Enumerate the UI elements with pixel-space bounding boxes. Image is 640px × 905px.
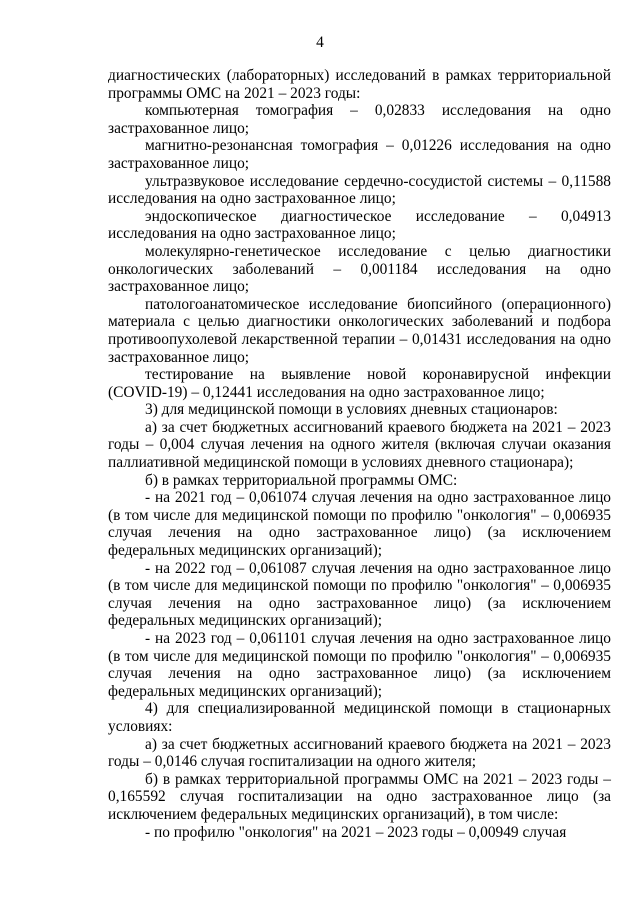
document-body — [108, 67, 611, 841]
paragraph-pathology: патологоанатомическое исследование биопсийного (операционного) материала с целью диагностики онкологических заболеваний и подбора противоопухолевой лекарственной терапии – 0,01431 исследования на одно застрахованное лицо; — [108, 295, 611, 366]
paragraph-3b-2023: - на 2023 год – 0,061101 случая лечения на одно застрахованное лицо (в том числе для медицинской помощи по профилю "онкология" – 0,006935 случая лечения на одно застрахованное лицо) (за исключением федеральных медицинских организаций); — [108, 630, 611, 700]
page-number: 4 — [316, 34, 324, 51]
paragraph-continuation: диагностических (лабораторных) исследований в рамках территориальной программы ОМС на 2021 – 2023 годы: — [108, 67, 611, 102]
paragraph-covid-testing: тестирование на выявление новой коронавирусной инфекции (COVID-19) – 0,12441 исследования на одно застрахованное лицо; — [108, 366, 611, 401]
paragraph-endoscopy: эндоскопическое диагностическое исследование – 0,04913 исследования на одно застрахованное лицо; — [108, 207, 611, 243]
paragraph-mri: магнитно-резонансная томография – 0,01226 исследования на одно застрахованное лицо; — [108, 137, 611, 172]
paragraph-4b: б) в рамках территориальной программы ОМС на 2021 – 2023 годы – 0,165592 случая госпитализации на одно застрахованное лицо (за исключением федеральных медицинских организаций), в том числе: — [108, 770, 611, 823]
paragraph-molecular-genetic: молекулярно-генетическое исследование с целью диагностики онкологических заболеваний – 0,001184 исследования на одно застрахованное лицо; — [108, 242, 611, 296]
paragraph-ultrasound: ультразвуковое исследование сердечно-сосудистой системы – 0,11588 исследования на одно застрахованное лицо; — [108, 172, 611, 208]
paragraph-section-3: 3) для медицинской помощи в условиях дневных стационаров: — [145, 401, 558, 419]
paragraph-3b-2021: - на 2021 год – 0,061074 случая лечения на одно застрахованное лицо (в том числе для медицинской помощи по профилю "онкология" – 0,006935 случая лечения на одно застрахованное лицо) (за исключением федеральных медицинских организаций); — [108, 489, 611, 560]
paragraph-ct: компьютерная томография – 0,02833 исследования на одно застрахованное лицо; — [108, 102, 611, 137]
paragraph-4a: а) за счет бюджетных ассигнований краевого бюджета на 2021 – 2023 годы – 0,0146 случая госпитализации на одного жителя; — [108, 735, 611, 771]
paragraph-3b: б) в рамках территориальной программы ОМС: — [145, 471, 458, 489]
paragraph-4b-oncology: - по профилю "онкология" на 2021 – 2023 годы – 0,00949 случая — [145, 823, 567, 841]
paragraph-section-4: 4) для специализированной медицинской помощи в стационарных условиях: — [108, 700, 611, 735]
paragraph-3a: а) за счет бюджетных ассигнований краевого бюджета на 2021 – 2023 годы – 0,004 случая лечения на одного жителя (включая случаи оказания паллиативной медицинской помощи в условиях дневного стационара); — [108, 418, 611, 472]
paragraph-3b-2022: - на 2022 год – 0,061087 случая лечения на одно застрахованное лицо (в том числе для медицинской помощи по профилю "онкология" – 0,006935 случая лечения на одно застрахованное лицо) (за исключением федеральных медицинских организаций); — [108, 559, 611, 630]
